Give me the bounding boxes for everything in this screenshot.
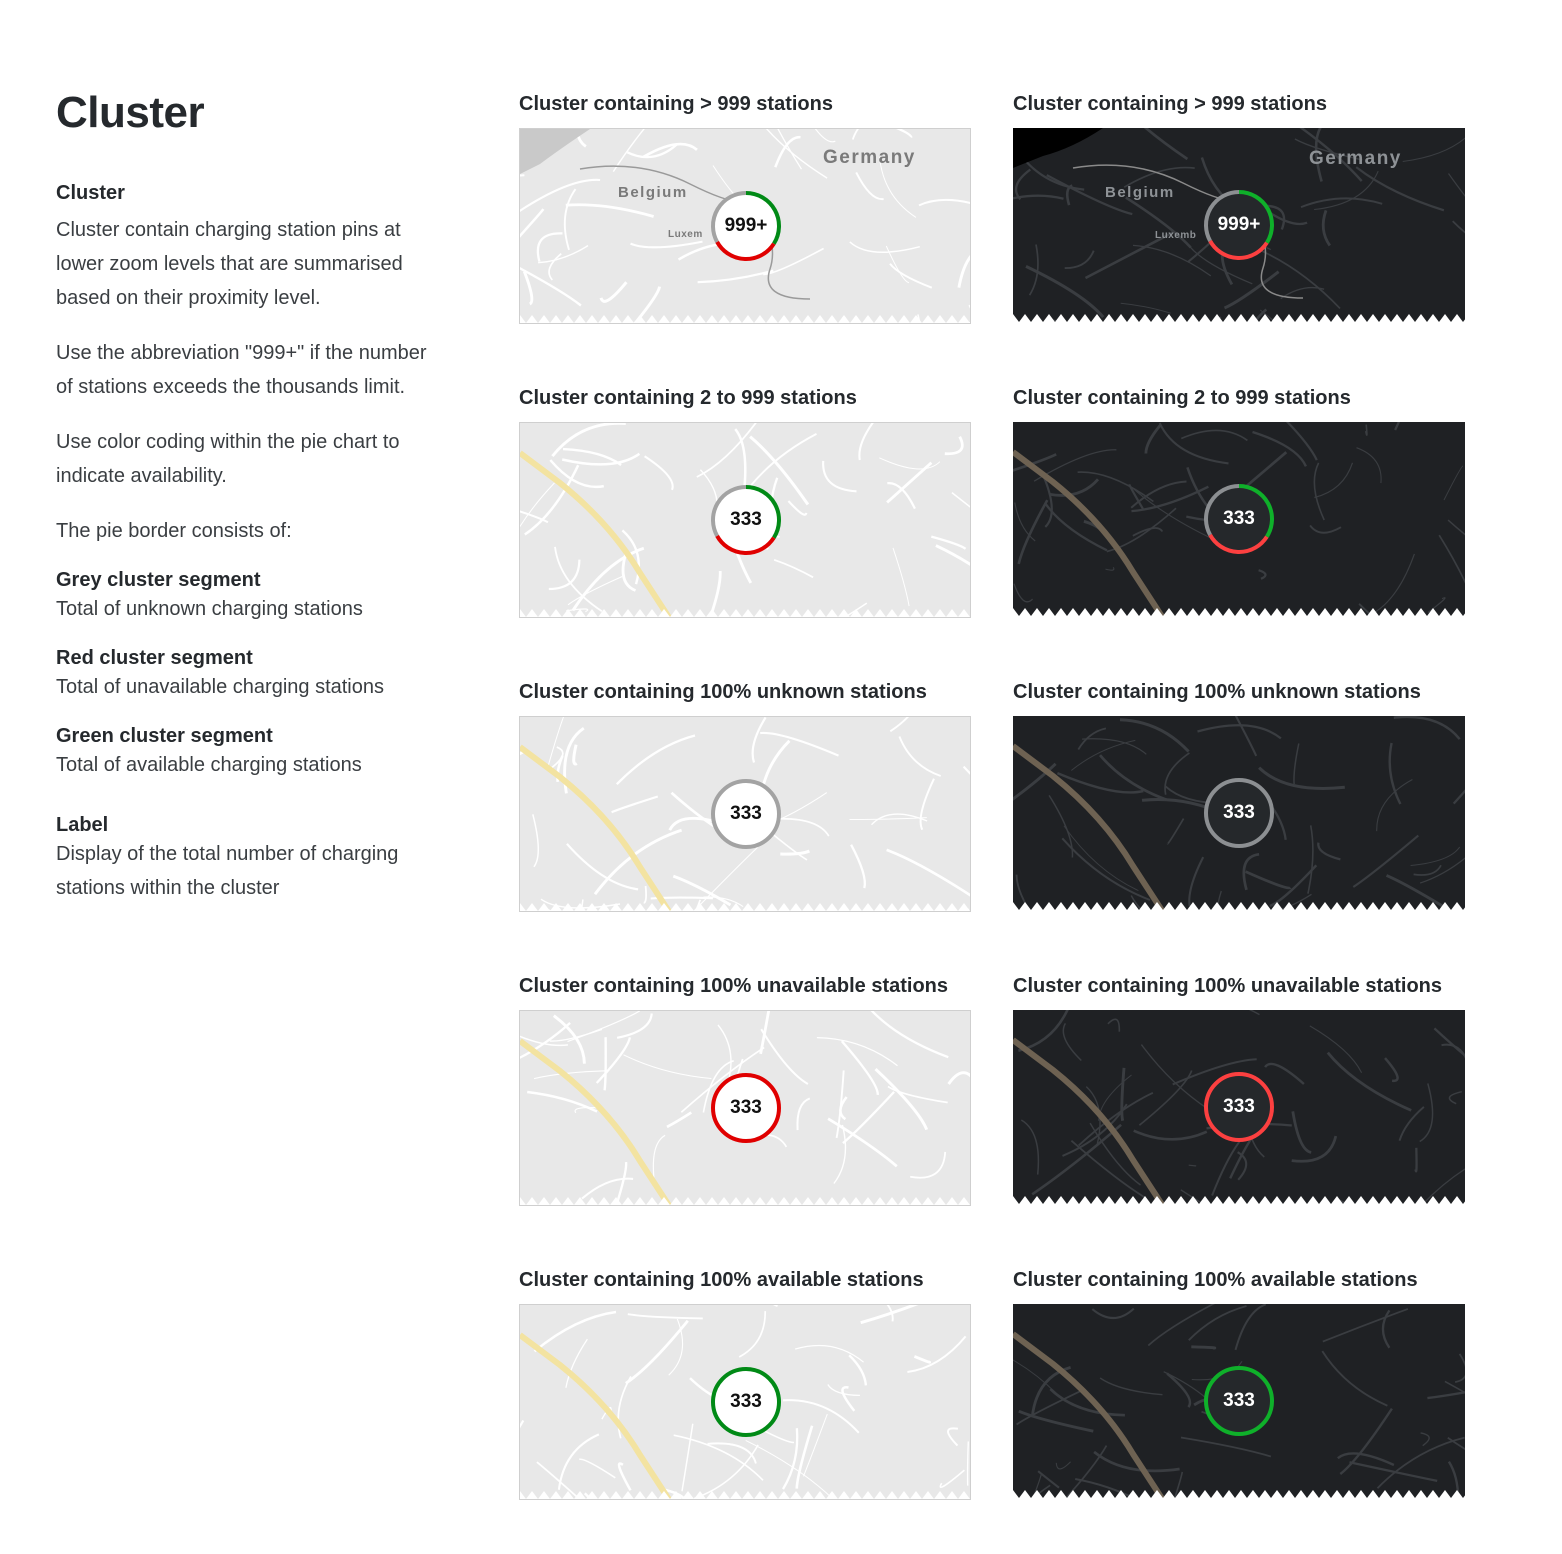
page-title: Cluster <box>56 88 205 137</box>
panel-title: Cluster containing 2 to 999 stations <box>1013 387 1351 409</box>
description-column <box>56 88 466 905</box>
cluster-pin[interactable] <box>1203 1365 1275 1437</box>
label-title: Label <box>56 814 109 836</box>
cluster-label: 333 <box>730 509 762 530</box>
intro-line: Cluster contain charging station pins at <box>56 219 401 241</box>
panel-title: Cluster containing 100% unknown stations <box>1013 681 1421 703</box>
map-label-belgium: Belgium <box>1105 184 1175 201</box>
panel-unknown-light <box>519 678 971 824</box>
panel-title: Cluster containing 2 to 999 stations <box>519 387 857 409</box>
abbreviation-line: Use the abbreviation "999+" if the number <box>56 342 427 364</box>
panel-title: Cluster containing > 999 stations <box>1013 93 1327 115</box>
cluster-label: 333 <box>1223 1390 1255 1411</box>
panel-999plus-light <box>519 90 971 240</box>
grey-segment-desc: Total of unknown charging stations <box>56 598 363 620</box>
intro-line: lower zoom levels that are summarised <box>56 253 403 275</box>
cluster-pin[interactable] <box>1203 1071 1275 1143</box>
panel-available-dark <box>1013 1266 1465 1411</box>
map-preview <box>1013 716 1465 912</box>
panel-title: Cluster containing 100% available stations <box>519 1269 924 1291</box>
cluster-pin[interactable] <box>1203 483 1275 555</box>
map-preview <box>1013 422 1465 618</box>
panel-title: Cluster containing 100% unavailable stations <box>1013 975 1443 997</box>
cluster-pin[interactable] <box>1203 777 1275 849</box>
panel-unavailable-light <box>519 972 971 1118</box>
map-preview <box>1013 128 1465 324</box>
map-label-germany: Germany <box>823 147 916 168</box>
cluster-label: 999+ <box>724 215 768 236</box>
panel-999plus-dark <box>1013 90 1465 241</box>
map-preview <box>519 716 971 912</box>
cluster-pin[interactable] <box>710 190 782 262</box>
cluster-label: 333 <box>1223 802 1255 823</box>
cluster-label: 333 <box>730 1391 762 1412</box>
panel-title: Cluster containing > 999 stations <box>519 93 833 115</box>
label-line: stations within the cluster <box>56 877 280 899</box>
map-label-germany: Germany <box>1309 148 1402 169</box>
panel-available-light <box>519 1266 971 1412</box>
cluster-label: 333 <box>1223 1096 1255 1117</box>
intro-line: based on their proximity level. <box>56 287 321 309</box>
pie-border-text: The pie border consists of: <box>56 520 292 542</box>
panel-2-to-999-dark <box>1013 384 1465 529</box>
abbreviation-line: of stations exceeds the thousands limit. <box>56 376 406 398</box>
cluster-pin[interactable] <box>710 778 782 850</box>
map-preview <box>1013 1010 1465 1206</box>
color-coding-line: indicate availability. <box>56 465 227 487</box>
map-preview <box>519 128 971 324</box>
panel-unavailable-dark <box>1013 972 1465 1117</box>
cluster-label: 333 <box>730 803 762 824</box>
green-segment-title: Green cluster segment <box>56 725 273 747</box>
cluster-pin[interactable] <box>710 1072 782 1144</box>
green-segment-desc: Total of available charging stations <box>56 754 362 776</box>
label-line: Display of the total number of charging <box>56 843 399 865</box>
panel-title: Cluster containing 100% available stations <box>1013 1269 1418 1291</box>
map-preview <box>519 1304 971 1500</box>
cluster-label: 999+ <box>1217 214 1261 235</box>
cluster-label: 333 <box>1223 508 1255 529</box>
cluster-pin[interactable] <box>1203 189 1275 261</box>
map-preview <box>1013 1304 1465 1500</box>
red-segment-title: Red cluster segment <box>56 647 253 669</box>
color-coding-line: Use color coding within the pie chart to <box>56 431 400 453</box>
map-label-belgium: Belgium <box>618 184 688 201</box>
panel-2-to-999-light <box>519 384 971 530</box>
cluster-pin[interactable] <box>710 484 782 556</box>
map-label-luxembourg: Luxem <box>668 229 703 240</box>
grey-segment-title: Grey cluster segment <box>56 569 261 591</box>
panel-unknown-dark <box>1013 678 1465 823</box>
intro-title: Cluster <box>56 182 125 204</box>
panel-title: Cluster containing 100% unknown stations <box>519 681 927 703</box>
map-preview <box>519 1010 971 1206</box>
panel-title: Cluster containing 100% unavailable stations <box>519 975 949 997</box>
map-preview <box>519 422 971 618</box>
map-label-luxembourg: Luxemb <box>1155 230 1197 241</box>
cluster-pin[interactable] <box>710 1366 782 1438</box>
cluster-label: 333 <box>730 1097 762 1118</box>
red-segment-desc: Total of unavailable charging stations <box>56 676 384 698</box>
